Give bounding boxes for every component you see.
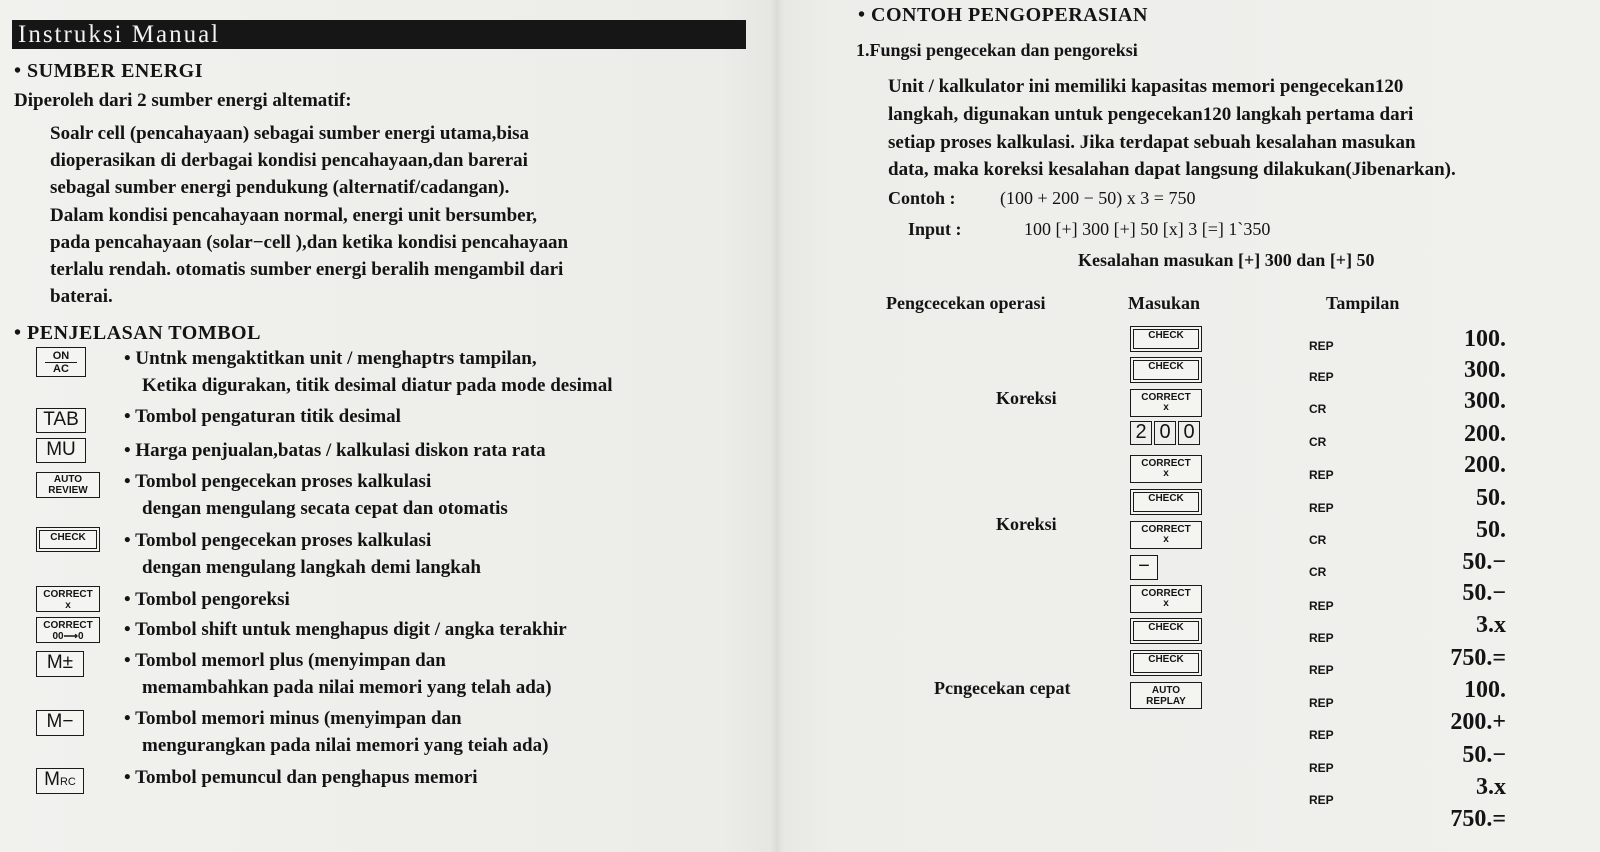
display-value: 200. [1464,452,1506,478]
display-value: 300. [1464,357,1506,383]
key-desc: • Harga penjualan,batas / kalkulasi diskon rata rata [124,440,546,461]
contoh-expr: (100 + 200 − 50) x 3 = 750 [1000,188,1196,208]
mu-key-icon: MU [36,438,86,463]
example-title: • CONTOH PENGOPERASIAN [858,4,1148,26]
key-desc: • Tombol shift untuk menghapus digit / angka terakhir [124,619,567,640]
display-value: 100. [1464,326,1506,352]
memory-recall-key-icon: MRC [36,768,84,794]
display-value: 750.= [1450,645,1506,671]
key-desc: dengan mengulang secata cepat dan otomatis [142,498,508,519]
input-label: Input : [908,219,962,239]
correct-key-icon: CORRECT x [1130,585,1202,613]
display-value: 3.x [1476,612,1506,638]
digit-keys [1130,421,1226,445]
mode-tag: REP [1309,793,1334,807]
key-desc: • Tombol memori minus (menyimpan dan [124,708,462,729]
auto-review-key-icon: AUTO REVIEW [36,472,100,498]
key-desc: • Tombol pengoreksi [124,589,290,610]
mode-tag: REP [1309,599,1334,613]
check-key-icon: CHECK [1130,326,1202,352]
display-value: 200. [1464,421,1506,447]
display-value: 50.− [1462,742,1506,768]
check-key-icon: CHECK [1130,618,1202,644]
digit-2-key-icon: 2 [1130,421,1152,445]
key-desc: mengurangkan pada nilai memori yang teiah ada) [142,735,549,756]
check-key-icon: CHECK [1130,489,1202,515]
correct-key-icon: CORRECT x [1130,521,1202,549]
key-desc: Ketika digurakan, titik desimal diatur pada mode desimal [142,375,613,396]
mode-tag: REP [1309,370,1334,384]
correct-key-icon: CORRECT x [1130,455,1202,483]
example-para: data, maka koreksi kesalahan dapat langsung dilakukan(Jibenarkan). [888,159,1456,180]
energy-line: Soalr cell (pencahayaan) sebagai sumber energi utama,bisa [50,123,530,144]
correct-key-icon: CORRECT x [1130,389,1202,417]
input-expr: 100 [+] 300 [+] 50 [x] 3 [=] 1`350 [1024,219,1271,239]
energy-line: baterai. [50,286,113,307]
memory-plus-key-icon: M± [36,651,84,677]
mode-tag: CR [1309,402,1327,416]
col-header-input: Masukan [1128,293,1201,313]
key-desc: memambahkan pada nilai memori yang telah ada) [142,677,552,698]
energy-line: dioperasikan di derbagai kondisi pencahayaan,dan barerai [50,150,528,171]
mode-tag: REP [1309,663,1334,677]
mode-tag: CR [1309,435,1327,449]
mode-tag: CR [1309,533,1327,547]
energy-intro: Diperoleh dari 2 sumber energi altematif: [14,90,352,111]
mode-tag: REP [1309,339,1334,353]
display-value: 50. [1476,517,1506,543]
mode-tag: REP [1309,728,1334,742]
key-desc: • Tombol pengecekan proses kalkulasi [124,471,432,492]
mode-tag: REP [1309,501,1334,515]
energy-line: Dalam kondisi pencahayaan normal, energi unit bersumber, [50,205,538,226]
auto-replay-key-icon: AUTO REPLAY [1130,682,1202,709]
keys-title: • PENJELASAN TOMBOL [14,322,261,344]
col-header-operation: Pengcecekan operasi [886,293,1046,313]
manual-header: Instruksi Manual [18,21,221,48]
display-value: 50.− [1462,549,1506,575]
label-quick-check: Pcngecekan cepat [934,678,1071,698]
page-fold [770,0,784,852]
contoh-label: Contoh : [888,188,956,208]
key-desc: dengan mengulang langkah demi langkah [142,557,481,578]
example-para: setiap proses kalkulasi. Jika terdapat sebuah kesalahan masukan [888,132,1416,153]
manual-header-bar [12,20,746,49]
mode-tag: REP [1309,761,1334,775]
correct-key-icon: CORRECT x [36,586,100,612]
digit-0-key-icon: 0 [1154,421,1176,445]
mode-tag: REP [1309,631,1334,645]
energy-line: terlalu rendah. otomatis sumber energi beralih mengambil dari [50,259,564,280]
key-desc: • Tombol memorl plus (menyimpan dan [124,650,446,671]
display-value: 300. [1464,388,1506,414]
key-desc: • Tombol pengecekan proses kalkulasi [124,530,432,551]
example-subtitle: 1.Fungsi pengecekan dan pengoreksi [856,40,1138,60]
energy-title: • SUMBER ENERGI [14,60,203,82]
on-ac-key-icon: ON AC [36,347,86,377]
error-note: Kesalahan masukan [+] 300 dan [+] 50 [1078,250,1375,270]
key-desc: • Tombol pemuncul dan penghapus memori [124,767,478,788]
display-value: 200.+ [1450,709,1506,735]
display-value: 50. [1476,485,1506,511]
check-key-icon: CHECK [1130,357,1202,383]
col-header-display: Tampilan [1326,293,1400,313]
display-value: 750.= [1450,806,1506,832]
energy-line: sebagal sumber energi pendukung (alternatif/cadangan). [50,177,510,198]
display-value: 3.x [1476,774,1506,800]
energy-line: pada pencahayaan (solar−cell ),dan ketika kondisi pencahayaan [50,232,569,253]
tab-key-icon: TAB [36,408,86,433]
check-key-icon: CHECK [36,527,100,552]
display-value: 100. [1464,677,1506,703]
minus-key-icon: − [1130,555,1158,580]
digit-0-key-icon: 0 [1178,421,1200,445]
example-para: langkah, digunakan untuk pengecekan120 langkah pertama dari [888,104,1414,125]
mode-tag: REP [1309,696,1334,710]
example-para: Unit / kalkulator ini memiliki kapasitas memori pengecekan120 [888,76,1404,97]
key-desc: • Tombol pengaturan titik desimal [124,406,401,427]
correct-shift-key-icon: CORRECT 00⟶0 [36,617,100,643]
label-koreksi: Koreksi [996,388,1057,408]
check-key-icon: CHECK [1130,650,1202,676]
mode-tag: CR [1309,565,1327,579]
memory-minus-key-icon: M− [36,710,84,736]
mode-tag: REP [1309,468,1334,482]
key-desc: • Untnk mengaktitkan unit / menghaptrs tampilan, [124,348,537,369]
display-value: 50.− [1462,580,1506,606]
label-koreksi: Koreksi [996,514,1057,534]
